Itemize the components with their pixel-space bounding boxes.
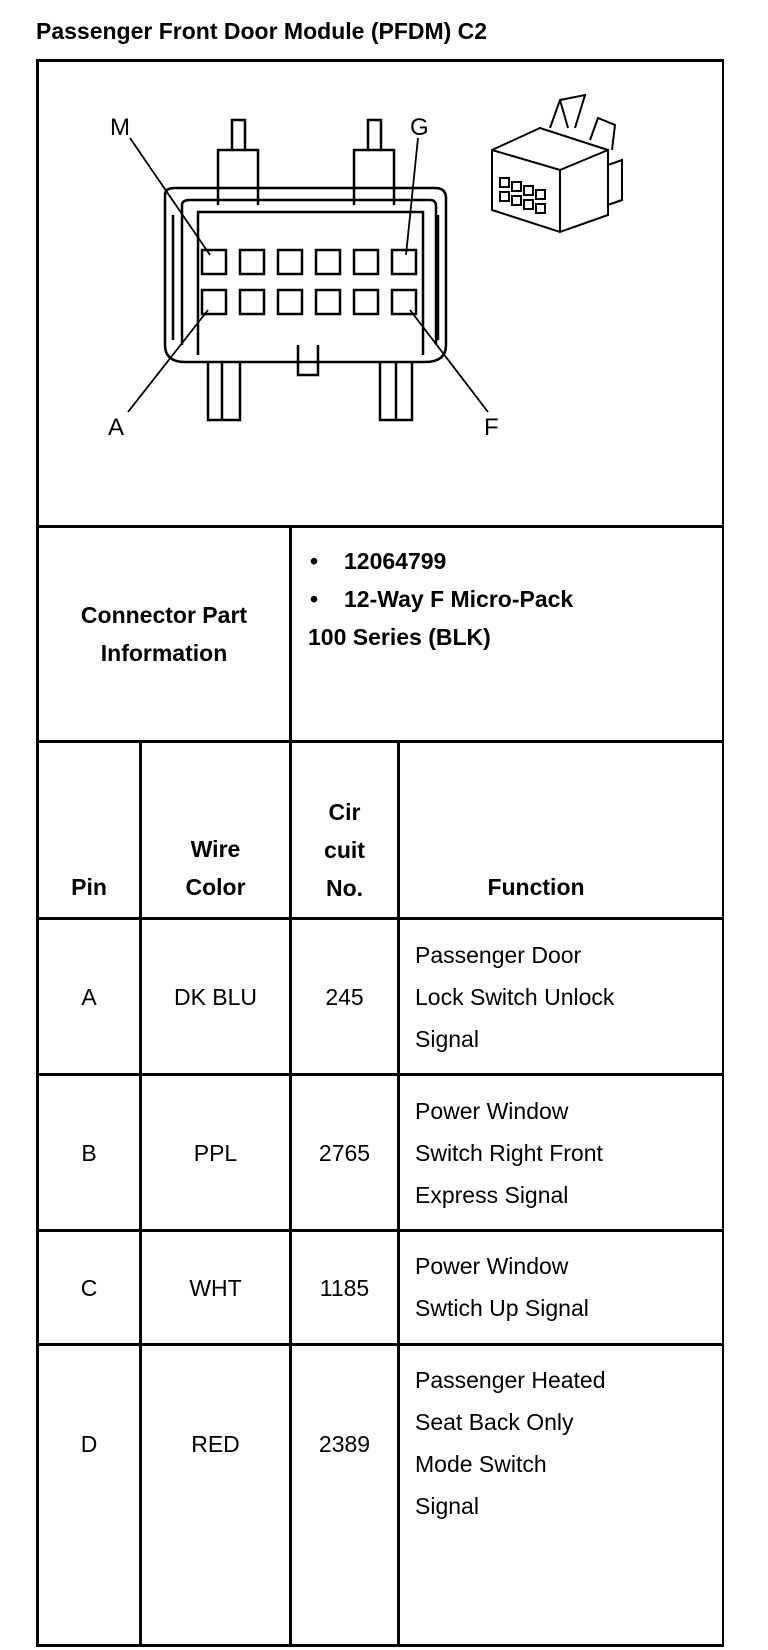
row-c-pin: C: [80, 1274, 98, 1301]
connector-info-header-line1: Connector Part: [80, 602, 248, 628]
row-b-function: Power Window Switch Right Front Express Signal: [415, 1098, 603, 1208]
connector-info-header: [39, 528, 289, 740]
row-c-wire: WHT: [189, 1274, 242, 1301]
page-title: Passenger Front Door Module (PFDM) C2: [36, 18, 488, 44]
row-b-wire: PPL: [193, 1139, 238, 1166]
connector-series: 100 Series (BLK): [308, 624, 491, 650]
pin-label-f: F: [484, 414, 499, 441]
header-pin: Pin: [71, 874, 107, 900]
pin-label-a: A: [108, 414, 125, 441]
row-a-pin: A: [81, 983, 97, 1010]
header-circuit-number: Cir cuit No.: [324, 799, 365, 901]
row-a-circuit: 245: [325, 983, 364, 1010]
row-a-function: Passenger Door Lock Switch Unlock Signal: [415, 942, 615, 1052]
row-d-pin: D: [80, 1431, 98, 1457]
connector-info-header-line2: Information: [100, 640, 228, 666]
bullet-icon: •: [310, 548, 319, 574]
row-c-circuit: 1185: [319, 1274, 370, 1301]
connector-type: • 12-Way F Micro-Pack: [310, 580, 573, 618]
row-b-pin: B: [81, 1139, 97, 1166]
connector-part-number: • 12064799: [310, 542, 446, 580]
row-d-circuit: 2389: [318, 1431, 371, 1457]
bullet-icon: •: [310, 586, 319, 612]
header-function: Function: [487, 874, 585, 900]
row-d-function: Passenger Heated Seat Back Only Mode Switch Signal: [415, 1367, 606, 1519]
connector-isometric-image: [492, 95, 622, 232]
connector-diagram: [0, 0, 768, 520]
pin-label-g: G: [410, 114, 429, 141]
pin-label-m: M: [110, 114, 130, 141]
row-c-function: Power Window Swtich Up Signal: [415, 1253, 589, 1321]
row-a-wire: DK BLU: [173, 983, 258, 1010]
header-wire-color: Wire Color: [185, 836, 246, 900]
row-b-circuit: 2765: [318, 1139, 371, 1166]
row-d-wire: RED: [191, 1431, 240, 1457]
